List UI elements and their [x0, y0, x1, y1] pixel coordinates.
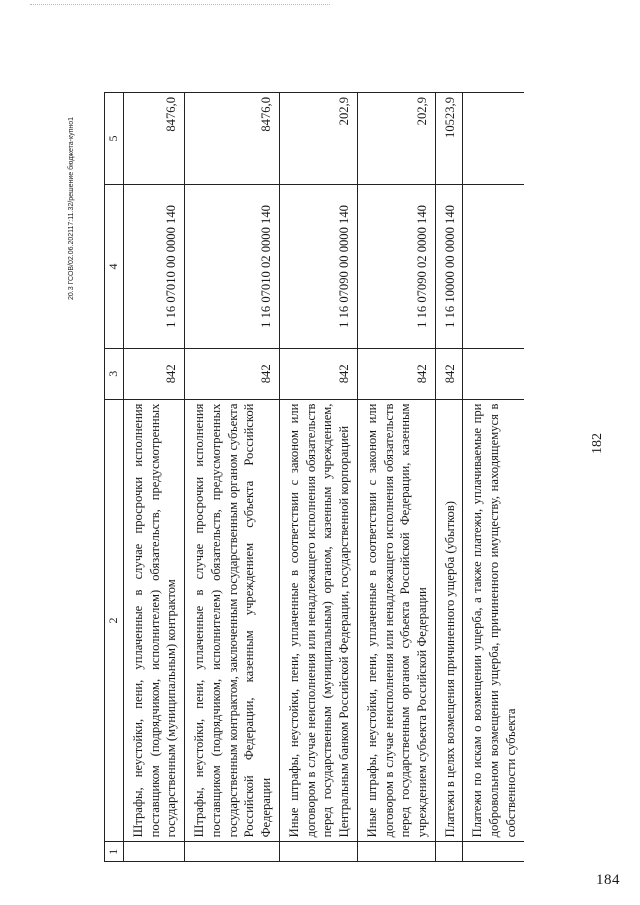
header-col-2: 2 — [105, 399, 124, 842]
page-number-top: 182 — [590, 433, 605, 454]
revenue-table — [104, 92, 524, 862]
row-budget-code: 1 16 10000 00 0000 140 — [435, 184, 463, 348]
row-name: Штрафы, неустойки, пени, уплаченные в случае просрочки исполнения поставщиком (подрядчиком, исполнителем) обязательств, предусмотренных государственным (муниципальным) контрактом — [123, 399, 184, 842]
header-col-5: 5 — [105, 93, 124, 185]
table-row — [357, 93, 435, 862]
row-admin-code: 842 — [435, 349, 463, 400]
table-row — [463, 93, 524, 862]
rotated-sheet — [30, 60, 610, 880]
row-name: Платежи по искам о возмещении ущерба, а также платежи, уплачиваемые при добровольном возмещении ущерба, причиненного имуществу, находящемуся в собственности субъекта — [463, 399, 524, 842]
row-name: Платежи в целях возмещения причиненного ущерба (убытков) — [435, 399, 463, 842]
row-amount: 10523,9 — [435, 93, 463, 185]
row-budget-code: 1 16 07010 00 0000 140 — [123, 184, 184, 348]
row-spacer — [357, 842, 435, 862]
row-amount — [463, 93, 524, 185]
row-name: Иные штрафы, неустойки, пени, уплаченные в соответствии с законом или договором в случае неисполнения или ненадлежащего исполнения обязательств перед государственным органом субъекта Российской Федерации, казенным учреждением субъекта Российской Федерации — [357, 399, 435, 842]
table-row — [123, 93, 184, 862]
row-budget-code — [463, 184, 524, 348]
row-amount: 202,9 — [279, 93, 357, 185]
page-number-bottom: 184 — [596, 872, 620, 888]
row-amount: 8476,0 — [185, 93, 280, 185]
row-budget-code: 1 16 07090 02 0000 140 — [357, 184, 435, 348]
table-header-row — [105, 93, 124, 862]
row-spacer — [185, 842, 280, 862]
row-admin-code: 842 — [185, 349, 280, 400]
row-admin-code — [463, 349, 524, 400]
row-budget-code: 1 16 07090 00 0000 140 — [279, 184, 357, 348]
row-spacer — [463, 842, 524, 862]
row-spacer — [435, 842, 463, 862]
table-row — [279, 93, 357, 862]
table-row — [435, 93, 463, 862]
row-budget-code: 1 16 07010 02 0000 140 — [185, 184, 280, 348]
table-row — [185, 93, 280, 862]
row-admin-code: 842 — [279, 349, 357, 400]
row-admin-code: 842 — [357, 349, 435, 400]
row-name: Иные штрафы, неустойки, пени, уплаченные в соответствии с законом или договором в случае неисполнения или ненадлежащего исполнения обязательств перед государственным (муниципальным) органом, казенным учреждением, Центральным банком Российской Федерации, государственной корпорацией — [279, 399, 357, 842]
scan-artifact — [30, 4, 330, 13]
row-amount: 202,9 — [357, 93, 435, 185]
header-col-3: 3 — [105, 349, 124, 400]
row-spacer — [123, 842, 184, 862]
row-name: Штрафы, неустойки, пени, уплаченные в случае просрочки исполнения поставщиком (подрядчиком, исполнителем) обязательств, предусмотренных государственным контрактом, заключенным государственным органом субъекта Российской Федерации, казенным учреждением субъекта Российской Федерации — [185, 399, 280, 842]
header-col-1: 1 — [105, 842, 124, 862]
document-stamp: 20.3 ГСОВ/02.06.202117:11.32/решение бюджета-купно1 — [68, 116, 75, 300]
row-spacer — [279, 842, 357, 862]
row-admin-code: 842 — [123, 349, 184, 400]
row-amount: 8476,0 — [123, 93, 184, 185]
header-col-4: 4 — [105, 184, 124, 348]
